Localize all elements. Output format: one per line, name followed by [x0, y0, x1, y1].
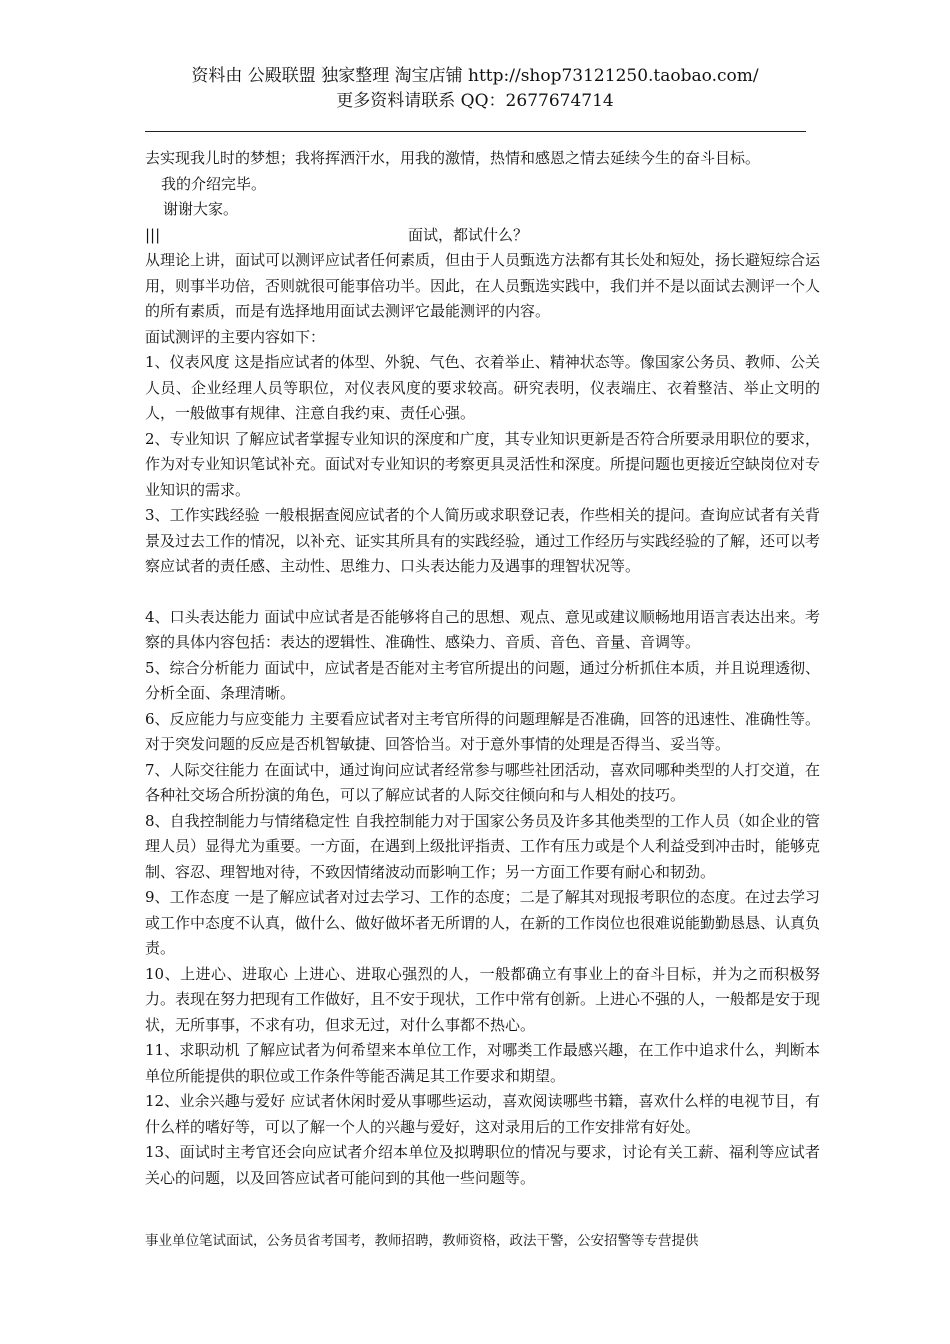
list-item: 3、工作实践经验 一般根据查阅应试者的个人简历或求职登记表，作些相关的提问。查询应试者有关背景及过去工作的情况，以补充、证实其所具有的实践经验，通过工作经历与实践经验的了解，还可以考察应试者的责任感、主动性、思维力、口头表达能力及遇事的理智状况等。	[145, 506, 821, 575]
blank-line	[145, 580, 820, 605]
intro-paragraph: 去实现我儿时的梦想；我将挥洒汗水，用我的激情，热情和感恩之情去延续今生的奋斗目标。	[145, 149, 761, 167]
intro-line: 我的介绍完毕。	[161, 174, 267, 193]
paragraph: 从理论上讲，面试可以测评应试者任何素质，但由于人员甄选方法都有其长处和短处，扬长避短综合运用，则事半功倍，否则就很可能事倍功半。因此，在人员甄选实践中，我们并不是以面试去测评一个人的所有素质，而是有选择地用面试去测评它最能测评的内容。	[145, 251, 821, 320]
list-item: 13、面试时主考官还会向应试者介绍本单位及拟聘职位的情况与要求，讨论有关工薪、福利等应试者关心的问题，以及回答应试者可能问到的其他一些问题等。	[145, 1143, 820, 1187]
section-mark: |||	[145, 225, 161, 244]
list-item: 6、反应能力与应变能力 主要看应试者对主考官所得的问题理解是否准确，回答的迅速性、准确性等。对于突发问题的反应是否机智敏捷、回答恰当。对于意外事情的处理是否得当、妥当等。	[145, 709, 820, 753]
intro-line: 谢谢大家。	[163, 200, 239, 218]
header-line-contact: 更多资料请联系 QQ：2677674714	[336, 91, 614, 111]
list-item: 10、上进心、进取心 上进心、进取心强烈的人，一般都确立有事业上的奋斗目标，并为之而积极努力。表现在努力把现有工作做好，且不安于现状，工作中常有创新。上进心不强的人，一般都是安于现状，无所事事，不求有功，但求无过，对什么事都不热心。	[145, 964, 821, 1034]
list-item: 4、口头表达能力 面试中应试者是否能够将自己的思想、观点、意见或建议顺畅地用语言表达出来。考察的具体内容包括：表达的逻辑性、准确性、感染力、音质、音色、音量、音调等。	[145, 607, 820, 651]
list-item: 8、自我控制能力与情绪稳定性 自我控制能力对于国家公务员及许多其他类型的工作人员（如企业的管理人员）显得尤为重要。一方面，在遇到上级批评指责、工作有压力或是个人利益受到冲击时，能够克制、容忍、理智地对待，不致因情绪波动而影响工作；另一方面工作要有耐心和韧劲。	[145, 811, 821, 881]
list-item: 9、工作态度 一是了解应试者对过去学习、工作的态度；二是了解其对现报考职位的态度。在过去学习或工作中态度不认真，做什么、做好做坏者无所谓的人，在新的工作岗位也很难说能勤勤恳恳、认真负责。	[145, 888, 821, 957]
page-footer: 事业单位笔试面试，公务员省考国考，教师招聘，教师资格，政法干警，公安招警等专营提供	[145, 1233, 699, 1249]
list-item: 7、人际交往能力 在面试中，通过询问应试者经常参与哪些社团活动，喜欢同哪种类型的人打交道，在各种社交场合所扮演的角色，可以了解应试者的人际交往倾向和与人相处的技巧。	[145, 760, 820, 804]
list-item: 1、仪表风度 这是指应试者的体型、外貌、气色、衣着举止、精神状态等。像国家公务员、教师、公关人员、企业经理人员等职位，对仪表风度的要求较高。研究表明，仪表端庄、衣着整洁、举止文明的人，一般做事有规律、注意自我约束、责任心强。	[145, 353, 820, 422]
header-line-source: 资料由 公殿联盟 独家整理 淘宝店铺 http://shop73121250.taobao.com/	[191, 66, 759, 86]
section-title-line	[145, 223, 820, 249]
list-item: 5、综合分析能力 面试中，应试者是否能对主考官所提出的问题，通过分析抓住本质，并且说理透彻、分析全面、条理清晰。	[145, 658, 820, 702]
list-item: 11、求职动机 了解应试者为何希望来本单位工作，对哪类工作最感兴趣，在工作中追求什么，判断本单位所能提供的职位或工作条件等能否满足其工作要求和期望。	[145, 1041, 820, 1085]
paragraph: 面试测评的主要内容如下：	[145, 327, 326, 346]
document-body	[145, 146, 820, 1191]
list-item: 12、业余兴趣与爱好 应试者休闲时爱从事哪些运动，喜欢阅读哪些书籍，喜欢什么样的电视节目，有什么样的嗜好等，可以了解一个人的兴趣与爱好，这对录用后的工作安排常有好处。	[145, 1092, 820, 1136]
page-header	[0, 64, 950, 114]
section-title: 面试，都试什么？	[408, 225, 529, 244]
header-divider	[145, 131, 806, 132]
list-item: 2、专业知识 了解应试者掌握专业知识的深度和广度，其专业知识更新是否符合所要录用职位的要求，作为对专业知识笔试补充。面试对专业知识的考察更具灵活性和深度。所提问题也更接近空缺岗位对专业知识的需求。	[145, 429, 821, 499]
